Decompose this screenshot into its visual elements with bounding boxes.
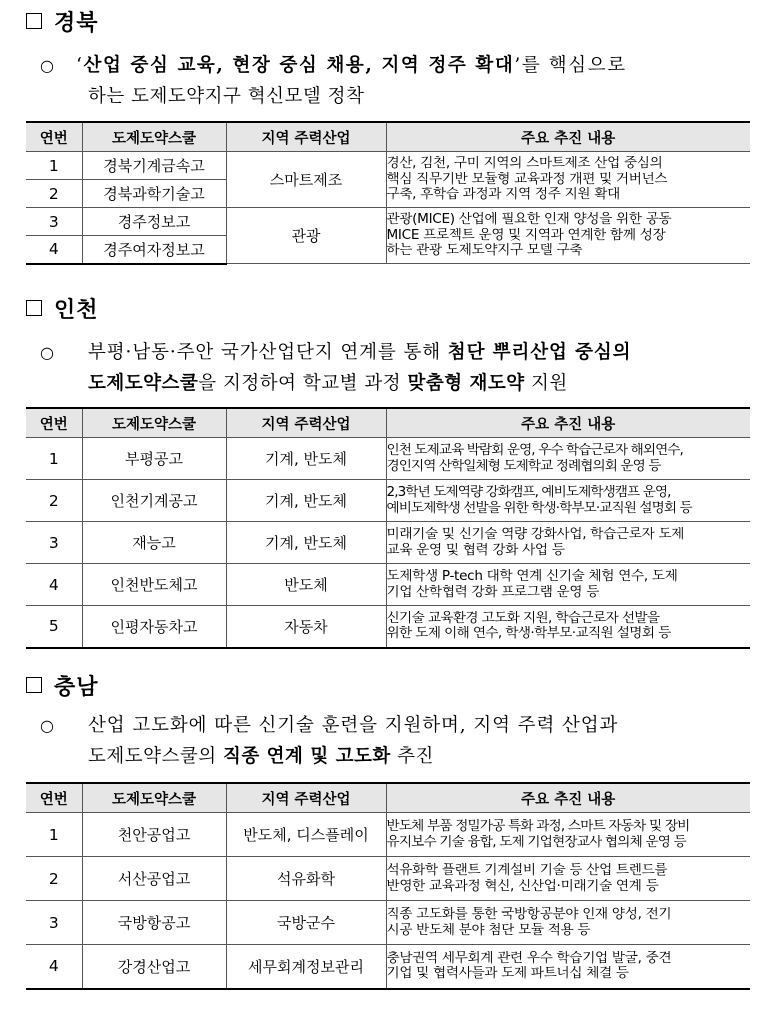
detail-line: 충남권역 세무회계 관련 우수 학습기업 발굴, 중견 <box>386 950 672 966</box>
circle-bullet-icon: ○ <box>40 343 55 362</box>
detail-line: 미래기술 및 신기술 역량 강화사업, 학습근로자 도제 <box>386 526 685 542</box>
industry-cell: 기계, 반도체 <box>226 522 386 564</box>
bullet-line <box>88 337 631 368</box>
detail-cell <box>386 438 750 480</box>
row-number: 4 <box>26 945 82 989</box>
table-row <box>26 480 750 522</box>
circle-bullet-icon: ○ <box>40 56 55 75</box>
section-heading <box>26 670 99 700</box>
detail-line: 하는 관광 도제도약지구 모델 구축 <box>386 243 583 259</box>
school-name: 재능고 <box>82 522 226 564</box>
row-number: 2 <box>26 857 82 901</box>
header-cell: 도제도약스쿨 <box>82 408 226 438</box>
school-name: 경북기계금속고 <box>82 152 226 180</box>
detail-line: 기업 산학협력 강화 프로그램 운영 등 <box>386 584 600 600</box>
detail-line: 관광(MICE) 산업에 필요한 인재 양성을 위한 공동 <box>386 212 672 228</box>
section-chungnam <box>26 670 750 1000</box>
detail-cell <box>386 522 750 564</box>
table-header-row <box>26 783 750 813</box>
bullet-line <box>88 81 364 112</box>
industry-cell: 자동차 <box>226 606 386 648</box>
school-table <box>26 121 750 265</box>
detail-line: MICE 프로젝트 운영 및 지역과 연계한 함께 성장 <box>386 227 666 243</box>
header-cell: 주요 추진 내용 <box>386 408 750 438</box>
industry-cell: 기계, 반도체 <box>226 480 386 522</box>
checkbox-square-icon <box>26 300 42 316</box>
detail-line: 유지보수 기술 융합, 도제 기업현장교사 협의체 운영 등 <box>386 834 686 850</box>
school-name: 국방항공고 <box>82 901 226 945</box>
detail-line: 예비도제학생 선발을 위한 학생·학부모·교직원 설명회 등 <box>386 500 692 516</box>
row-number: 3 <box>26 522 82 564</box>
detail-line: 직종 고도화를 통한 국방항공분야 인재 양성, 전기 <box>386 906 672 922</box>
bullet-line <box>88 741 434 772</box>
industry-cell: 스마트제조 <box>226 152 386 208</box>
bullet-text-bold: 산업 중심 교육, 현장 중심 채용, 지역 정주 확대 <box>83 55 515 76</box>
bullet-text: 산업 고도화에 따른 신기술 훈련을 지원하며, 지역 주력 산업과 <box>88 715 619 736</box>
header-cell: 지역 주력산업 <box>226 408 386 438</box>
school-table <box>26 782 750 990</box>
detail-line: 반도체 부품 정밀가공 특화 과정, 스마트 자동차 및 장비 <box>386 818 690 834</box>
row-number: 1 <box>26 152 82 180</box>
header-cell: 연번 <box>26 122 82 152</box>
detail-line: 구축, 후학습 과정과 지역 정주 지원 확대 <box>386 187 620 203</box>
circle-bullet-icon: ○ <box>40 716 55 735</box>
detail-line: 인천 도제교육 박람회 운영, 우수 학습근로자 해외연수, <box>386 442 683 458</box>
row-number: 3 <box>26 208 82 236</box>
header-cell: 연번 <box>26 408 82 438</box>
row-number: 1 <box>26 438 82 480</box>
row-number: 4 <box>26 236 82 264</box>
table-row <box>26 152 750 180</box>
bullet-text-bold: 맞춤형 재도약 <box>407 373 525 394</box>
row-number: 3 <box>26 901 82 945</box>
detail-cell <box>386 901 750 945</box>
bullet-text: 하는 도제도약지구 혁신모델 정착 <box>88 86 365 107</box>
school-name: 서산공업고 <box>82 857 226 901</box>
table-row <box>26 857 750 901</box>
detail-line: 위한 도제 이해 연수, 학생·학부모·교직원 설명회 등 <box>386 626 671 642</box>
detail-line: 경인지역 산학일체형 도제학교 정례협의회 운영 등 <box>386 458 661 474</box>
row-number: 2 <box>26 480 82 522</box>
bullet-line <box>76 50 627 81</box>
industry-cell: 기계, 반도체 <box>226 438 386 480</box>
bullet-text: ’를 핵심으로 <box>514 55 627 76</box>
detail-cell <box>386 564 750 606</box>
detail-cell <box>386 152 750 208</box>
bullet-text: 추진 <box>390 746 434 767</box>
detail-cell <box>386 813 750 857</box>
detail-cell <box>386 945 750 989</box>
school-name: 강경산업고 <box>82 945 226 989</box>
row-number: 1 <box>26 813 82 857</box>
industry-cell: 국방군수 <box>226 901 386 945</box>
checkbox-square-icon <box>26 13 42 29</box>
detail-line: 교육 운영 및 협력 강화 사업 등 <box>386 542 565 558</box>
table-row <box>26 438 750 480</box>
table-header-row <box>26 408 750 438</box>
detail-line: 기업 및 협력사들과 도제 파트너십 체결 등 <box>386 966 629 982</box>
checkbox-square-icon <box>26 677 42 693</box>
section-heading <box>26 293 99 323</box>
section-gyeongbuk <box>26 6 750 278</box>
header-cell: 연번 <box>26 783 82 813</box>
table-row <box>26 208 750 236</box>
header-cell: 도제도약스쿨 <box>82 122 226 152</box>
bullet-text-bold: 직종 연계 및 고도화 <box>222 746 391 767</box>
school-name: 인천반도체고 <box>82 564 226 606</box>
industry-cell: 세무회계정보관리 <box>226 945 386 989</box>
section-incheon <box>26 293 750 655</box>
industry-cell: 석유화학 <box>226 857 386 901</box>
school-name: 경주정보고 <box>82 208 226 236</box>
section-title: 인천 <box>54 297 99 323</box>
school-table <box>26 407 750 649</box>
table-row <box>26 813 750 857</box>
detail-line: 석유화학 플랜트 기계설비 기술 등 산업 트렌드를 <box>386 862 668 878</box>
table-row <box>26 901 750 945</box>
detail-line: 도제학생 P-tech 대학 연계 신기술 체험 연수, 도제 <box>386 568 678 584</box>
header-cell: 도제도약스쿨 <box>82 783 226 813</box>
school-name: 부평공고 <box>82 438 226 480</box>
section-title: 경북 <box>54 10 99 36</box>
section-heading <box>26 6 99 36</box>
bullet-text: 을 지정하여 학교별 과정 <box>198 373 408 394</box>
table-row <box>26 606 750 648</box>
school-name: 경북과학기술고 <box>82 180 226 208</box>
table-row <box>26 945 750 989</box>
industry-cell: 반도체 <box>226 564 386 606</box>
section-title: 충남 <box>54 674 99 700</box>
detail-line: 시공 반도체 분야 첨단 모듈 적용 등 <box>386 922 591 938</box>
detail-cell <box>386 857 750 901</box>
row-number: 2 <box>26 180 82 208</box>
bullet-text: 도제도약스쿨의 <box>88 746 223 767</box>
header-cell: 주요 추진 내용 <box>386 122 750 152</box>
industry-cell: 관광 <box>226 208 386 264</box>
detail-line: 반영한 교육과정 혁신, 신산업·미래기술 연계 등 <box>386 878 659 894</box>
detail-cell <box>386 480 750 522</box>
detail-cell <box>386 208 750 264</box>
table-row <box>26 564 750 606</box>
school-name: 인평자동차고 <box>82 606 226 648</box>
detail-line: 신기술 교육환경 고도화 지원, 학습근로자 선발을 <box>386 610 660 626</box>
detail-line: 경산, 김천, 구미 지역의 스마트제조 산업 중심의 <box>386 156 663 172</box>
table-row <box>26 522 750 564</box>
detail-line: 2,3학년 도제역량 강화캠프, 예비도제학생캠프 운영, <box>386 484 671 500</box>
header-cell: 주요 추진 내용 <box>386 783 750 813</box>
school-name: 경주여자정보고 <box>82 236 226 264</box>
bullet-text-bold: 첨단 뿌리산업 중심의 <box>447 342 632 363</box>
bullet-text: ‘ <box>76 55 84 76</box>
bullet-text: 지원 <box>524 373 568 394</box>
bullet-text: 부평·남동·주안 국가산업단지 연계를 통해 <box>88 342 448 363</box>
bullet-line <box>88 368 568 399</box>
industry-cell: 반도체, 디스플레이 <box>226 813 386 857</box>
header-cell: 지역 주력산업 <box>226 783 386 813</box>
detail-line: 핵심 직무기반 모듈형 교육과정 개편 및 거버넌스 <box>386 171 668 187</box>
table-header-row <box>26 122 750 152</box>
detail-cell <box>386 606 750 648</box>
bullet-text-bold: 도제도약스쿨 <box>88 373 199 394</box>
row-number: 5 <box>26 606 82 648</box>
bullet-line <box>88 710 618 741</box>
row-number: 4 <box>26 564 82 606</box>
school-name: 인천기계공고 <box>82 480 226 522</box>
header-cell: 지역 주력산업 <box>226 122 386 152</box>
school-name: 천안공업고 <box>82 813 226 857</box>
